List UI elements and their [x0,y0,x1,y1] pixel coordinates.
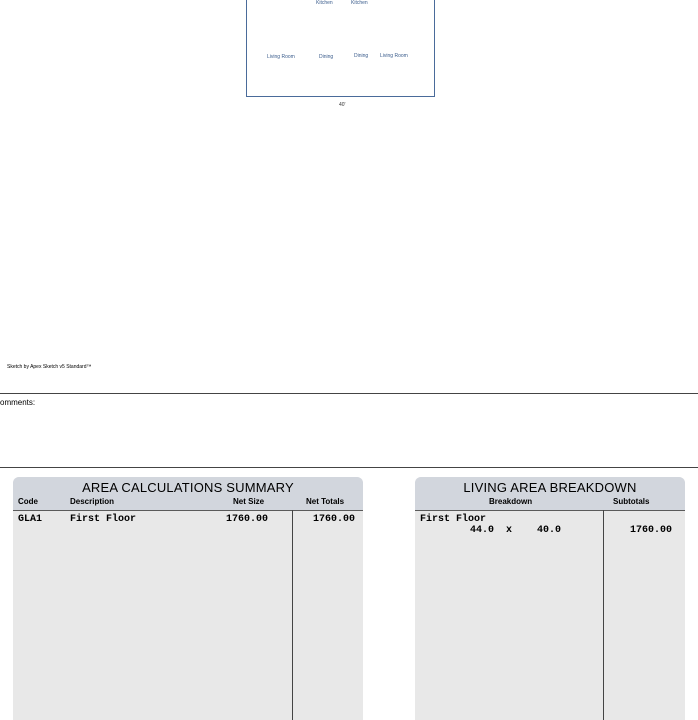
cell-dimension-b: 40.0 [537,525,562,536]
area-calculations-summary-panel [13,477,363,720]
cell-subtotal: 1760.00 [630,525,673,536]
cell-net-size: 1760.00 [226,514,269,525]
divider [0,393,698,394]
cell-dimension-a: 44.0 [470,525,495,536]
panel-title: AREA CALCULATIONS SUMMARY [82,480,294,495]
cell-description: First Floor [70,514,137,525]
cell-net-total: 1760.00 [313,514,356,525]
section-label: First Floor [420,514,487,525]
column-header-net-totals: Net Totals [306,497,345,506]
column-header-breakdown: Breakdown [489,497,533,506]
column-header-net-size: Net Size [233,497,265,506]
room-label-kitchen: Kitchen [351,0,368,6]
room-label-living-room: Living Room [380,53,408,59]
room-label-kitchen: Kitchen [316,0,333,6]
column-header-code: Code [18,497,38,506]
column-header-subtotals: Subtotals [613,497,650,506]
room-label-dining: Dining [354,53,369,59]
column-header-description: Description [70,497,115,506]
room-label-dining: Dining [319,54,334,60]
divider [0,467,698,468]
panel-header [13,477,363,511]
column-divider [292,510,293,720]
cell-code: GLA1 [18,514,43,525]
panel-header [415,477,685,511]
column-divider [603,510,604,720]
dimension-label: 40' [339,102,346,108]
cell-operator: x [506,525,513,536]
sketch-credit: Sketch by Apex Sketch v5 Standard™ [7,364,92,370]
living-area-breakdown-panel [415,477,685,720]
comments-label: omments: [0,398,36,407]
room-label-living-room: Living Room [267,54,295,60]
panel-title: LIVING AREA BREAKDOWN [463,480,637,495]
floor-plan-sketch [246,0,435,97]
